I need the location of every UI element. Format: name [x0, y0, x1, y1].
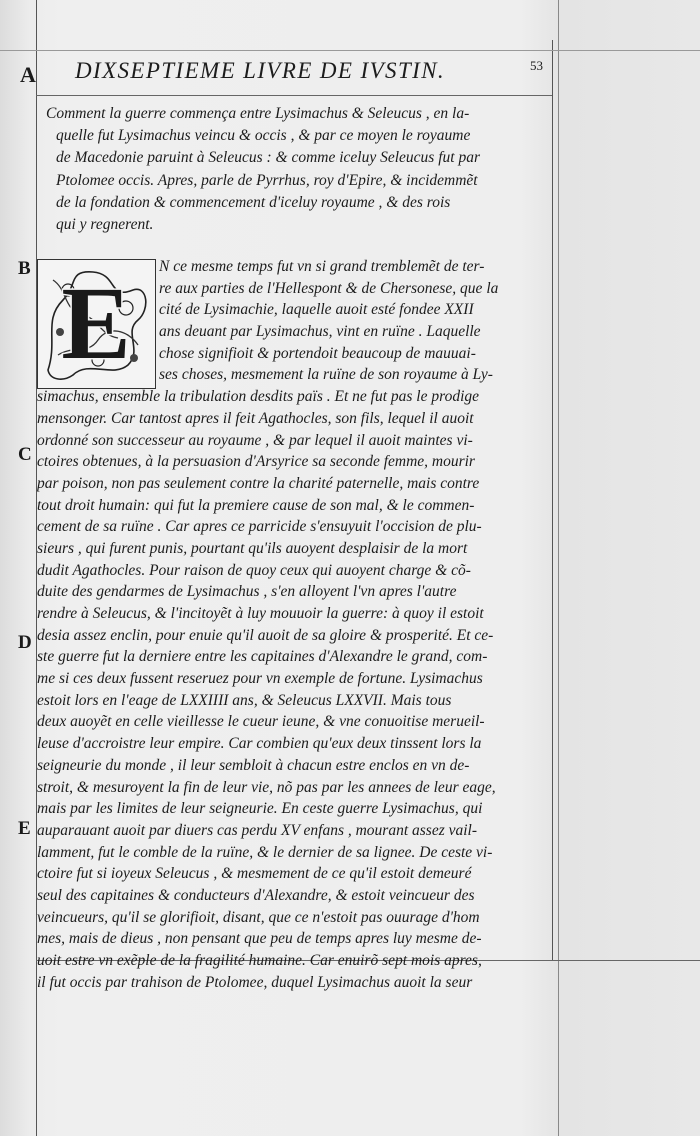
text-line: duite des gendarmes de Lysimachus , s'en alloyent l'vn apres l'autre	[37, 583, 457, 601]
running-head-underline	[36, 95, 552, 96]
text-line: chose signifioit & portendoit beaucoup de mauuai-	[159, 344, 476, 362]
main-text	[37, 256, 545, 993]
summary-line: quelle fut Lysimachus veincu & occis , & par ce moyen le royaume	[56, 127, 471, 145]
text-line: mais par les limites de leur seigneurie. En ceste guerre Lysimachus, qui	[37, 800, 483, 818]
summary-line: Ptolomee occis. Apres, parle de Pyrrhus, roy d'Epire, & incidemmẽt	[56, 171, 478, 189]
summary-line: de la fondation & commencement d'iceluy royaume , & des rois	[56, 193, 451, 211]
text-line: leuse d'accroistre leur empire. Car combien qu'eux deux tinssent lors la	[37, 735, 482, 753]
right-text-rule	[552, 40, 553, 960]
text-line: me si ces deux fussent reseruez pour vn exemple de fortune. Lysimachus	[37, 670, 483, 688]
text-line: re aux parties de l'Hellespont & de Chersonese, que la	[159, 279, 499, 297]
text-line: desia assez enclin, pour enuie qu'il auoit de sa gloire & prosperité. Et ce-	[37, 626, 494, 644]
text-line: par poison, non pas seulement contre la charité paternelle, mais contre	[37, 474, 480, 492]
text-line: stroit, & mesuroyent la fin de leur vie, nõ pas par les annees de leur eage,	[37, 778, 496, 796]
text-line: seigneurie du monde , il leur sembloit à chacun estre enclos en vn de-	[37, 756, 470, 774]
text-line: il fut occis par trahison de Ptolomee, duquel Lysimachus auoit la seur	[37, 973, 473, 991]
page-number: 53	[530, 58, 543, 73]
margin-letter-d: D	[18, 632, 32, 653]
text-line: ans deuant par Lysimachus, vint en ruïne . Laquelle	[159, 323, 481, 341]
summary-line: de Macedonie paruint à Seleucus : & comme iceluy Seleucus fut par	[56, 149, 480, 167]
margin-letter-a: A	[20, 62, 36, 87]
summary-line: Comment la guerre commença entre Lysimachus & Seleucus , en la-	[46, 105, 470, 122]
text-line: mes, mais de dieus , non pensant que peu de temps apres luy mesme de-	[37, 930, 482, 948]
text-line: cement de sa ruïne . Car apres ce parricide s'ensuyuit l'occision de plu-	[37, 518, 482, 536]
text-line: estoit lors en l'eage de LXXIIII ans, & Seleucus LXXVII. Mais tous	[37, 691, 452, 709]
initial-letter: E	[61, 266, 131, 381]
text-line: uoit estre vn exẽple de la fragilité humaine. Car enuirõ sept mois apres,	[37, 952, 482, 969]
margin-letter-b: B	[18, 258, 31, 279]
text-line: seul des capitaines & conducteurs d'Alexandre, & estoit veincueur des	[37, 886, 475, 904]
text-line: tout droit humain: qui fut la premiere cause de son mal, & le commen-	[37, 496, 475, 514]
text-line: veincueurs, qu'il se glorifioit, disant, que ce n'estoit pas ouurage d'hom	[37, 908, 480, 926]
margin-letter-c: C	[18, 444, 32, 465]
running-title: DIXSEPTIEME LIVRE DE IVSTIN.	[75, 58, 446, 83]
text-line: ctoire fut si ioyeux Seleucus , & mesmement de ce qu'il estoit demeuré	[37, 865, 472, 883]
text-line: ctoires obtenues, à la persuasion d'Arsyrice sa seconde femme, mourir	[37, 453, 475, 471]
text-line: N ce mesme temps fut vn si grand tremblemẽt de ter-	[159, 258, 485, 275]
text-line: deux auoyẽt en celle vieillesse le cueur ieune, & vne conuoitise merueil-	[37, 713, 485, 731]
text-line: auparauant auoit par diuers cas perdu XV enfans , mourant assez vail-	[37, 821, 478, 839]
text-line: sieurs , qui furent punis, pourtant qu'ils auoyent desplaisir de la mort	[37, 539, 468, 557]
summary-line: qui y regnerent.	[56, 216, 154, 234]
text-line: cité de Lysimachie, laquelle auoit esté fondee XXII	[159, 301, 474, 319]
text-line: rendre à Seleucus, & l'incitoyẽt à luy mouuoir la guerre: à quoy il estoit	[37, 605, 484, 622]
show-through-text	[565, 40, 700, 340]
text-line: ste guerre fut la derniere entre les capitaines d'Alexandre le grand, com-	[37, 648, 488, 666]
margin-letter-e: E	[18, 818, 31, 839]
text-line: simachus, ensemble la tribulation desdits païs . Et ne fut pas le prodige	[37, 388, 480, 406]
chapter-summary	[46, 103, 546, 236]
text-line: dudit Agathocles. Pour raison de quoy ceux qui auoyent charge & cõ-	[37, 561, 471, 579]
text-line: ses choses, mesmement la ruïne de son royaume à Ly-	[159, 366, 493, 384]
outer-right-rule	[558, 0, 559, 1136]
text-line: lamment, fut le comble de la ruïne, & le dernier de sa lignee. De ceste vi-	[37, 843, 493, 861]
text-line: mensonger. Car tantost apres il feit Agathocles, son fils, lequel il auoit	[37, 409, 474, 427]
text-line: ordonné son successeur au royaume , & par lequel il auoit maintes vi-	[37, 431, 473, 449]
